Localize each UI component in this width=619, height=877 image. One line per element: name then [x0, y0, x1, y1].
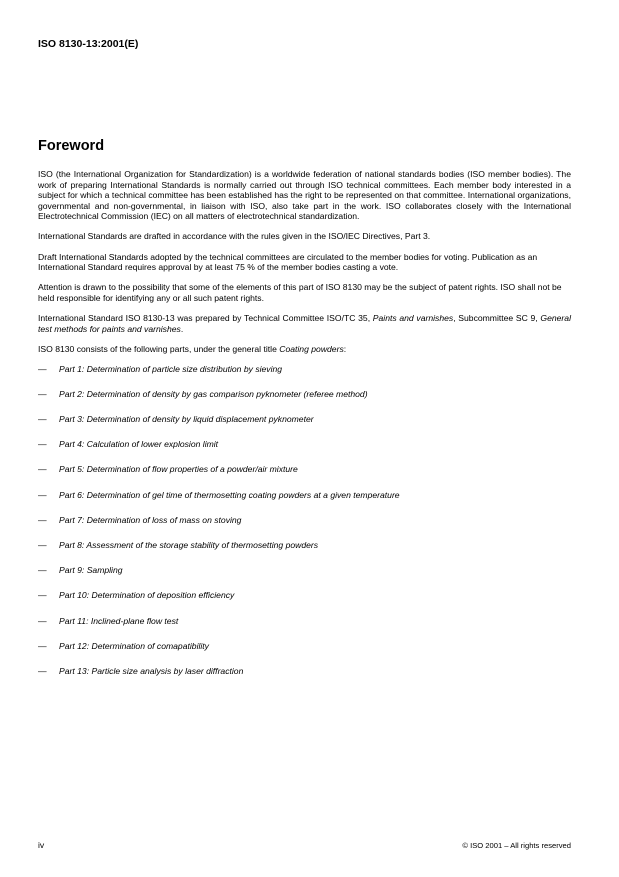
page-number: iv — [38, 840, 45, 850]
committee-text-2: , Subcommittee SC 9, — [453, 312, 541, 323]
part-title: Part 2: Determination of density by gas comparison pyknometer (referee method) — [59, 388, 368, 399]
list-item — [38, 616, 571, 641]
parts-intro-text: ISO 8130 consists of the following parts, under the general title — [38, 343, 280, 354]
list-item — [38, 641, 571, 666]
list-item — [38, 540, 571, 565]
general-title: Coating powders — [279, 343, 344, 354]
copyright-notice: © ISO 2001 – All rights reserved — [462, 841, 571, 850]
part-title: Part 1: Determination of particle size distribution by sieving — [59, 363, 283, 374]
part-title: Part 8: Assessment of the storage stability of thermosetting powders — [59, 540, 319, 551]
list-item — [38, 565, 571, 590]
paragraph-iso-intro: ISO (the International Organization for Standardization) is a worldwide federation of national standards bodies (ISO member bodies). The work of preparing International Standards is normally carried out through ISO technical committees. Each member body interested in a subject for which a technical committee has been established has the right to be represented on that committee. International organizations, governmental and non-governmental, in liaison with ISO, also take part in the work. ISO collaborates closely with the International Electrotechnical Commission (IEC) on all matters of electrotechnical standardization. — [38, 169, 571, 222]
list-dash: — — [38, 640, 47, 651]
list-item — [38, 490, 571, 515]
part-title: Part 9: Sampling — [59, 565, 123, 576]
paragraph-parts-intro — [38, 344, 571, 355]
list-dash: — — [38, 514, 47, 525]
list-item — [38, 364, 571, 389]
list-dash: — — [38, 388, 47, 399]
list-dash: — — [38, 489, 47, 500]
list-item — [38, 464, 571, 489]
committee-text-1: International Standard ISO 8130-13 was prepared by Technical Committee ISO/TC 35, — [38, 312, 373, 323]
foreword-body — [38, 169, 571, 691]
part-title: Part 11: Inclined-plane flow test — [59, 615, 179, 626]
paragraph-directives: International Standards are drafted in accordance with the rules given in the ISO/IEC Directives, Part 3. — [38, 231, 431, 242]
part-title: Part 7: Determination of loss of mass on stoving — [59, 514, 242, 525]
part-title: Part 12: Determination of comapatibility — [59, 640, 209, 651]
list-item — [38, 389, 571, 414]
committee-name: Paints and varnishes — [372, 312, 454, 323]
list-dash: — — [38, 464, 47, 475]
part-title: Part 10: Determination of deposition efficiency — [59, 590, 235, 601]
list-item — [38, 515, 571, 540]
parts-list — [38, 364, 571, 691]
part-title: Part 5: Determination of flow properties of a powder/air mixture — [59, 464, 298, 475]
paragraph-voting: Draft International Standards adopted by the technical committees are circulated to the member bodies for voting. Publication as an International Standard requires approval by at least 75 % of the member bodies casting a vote. — [38, 251, 538, 273]
list-dash: — — [38, 615, 47, 626]
list-dash: — — [38, 565, 47, 576]
list-dash: — — [38, 363, 47, 374]
list-dash: — — [38, 665, 47, 676]
paragraph-patent: Attention is drawn to the possibility that some of the elements of this part of ISO 8130 may be the subject of patent rights. ISO shall not be held responsible for identifying any or all such patent rights. — [38, 282, 562, 303]
subcommittee-name: General test methods for paints and varnishes — [38, 312, 571, 334]
list-item — [38, 666, 571, 691]
committee-text-3: . — [180, 323, 184, 334]
list-dash: — — [38, 540, 47, 551]
part-title: Part 3: Determination of density by liquid displacement pyknometer — [59, 414, 314, 425]
paragraph-committee — [38, 313, 571, 334]
list-item — [38, 590, 571, 615]
document-id: ISO 8130-13:2001(E) — [38, 38, 139, 50]
list-dash: — — [38, 414, 47, 425]
list-dash: — — [38, 590, 47, 601]
list-item — [38, 414, 571, 439]
page-title: Foreword — [38, 138, 105, 154]
part-title: Part 13: Particle size analysis by laser diffraction — [59, 665, 244, 676]
list-dash: — — [38, 439, 47, 450]
part-title: Part 4: Calculation of lower explosion limit — [59, 439, 219, 450]
parts-intro-colon: : — [343, 343, 347, 354]
part-title: Part 6: Determination of gel time of thermosetting coating powders at a given temperature — [59, 489, 400, 500]
list-item — [38, 439, 571, 464]
